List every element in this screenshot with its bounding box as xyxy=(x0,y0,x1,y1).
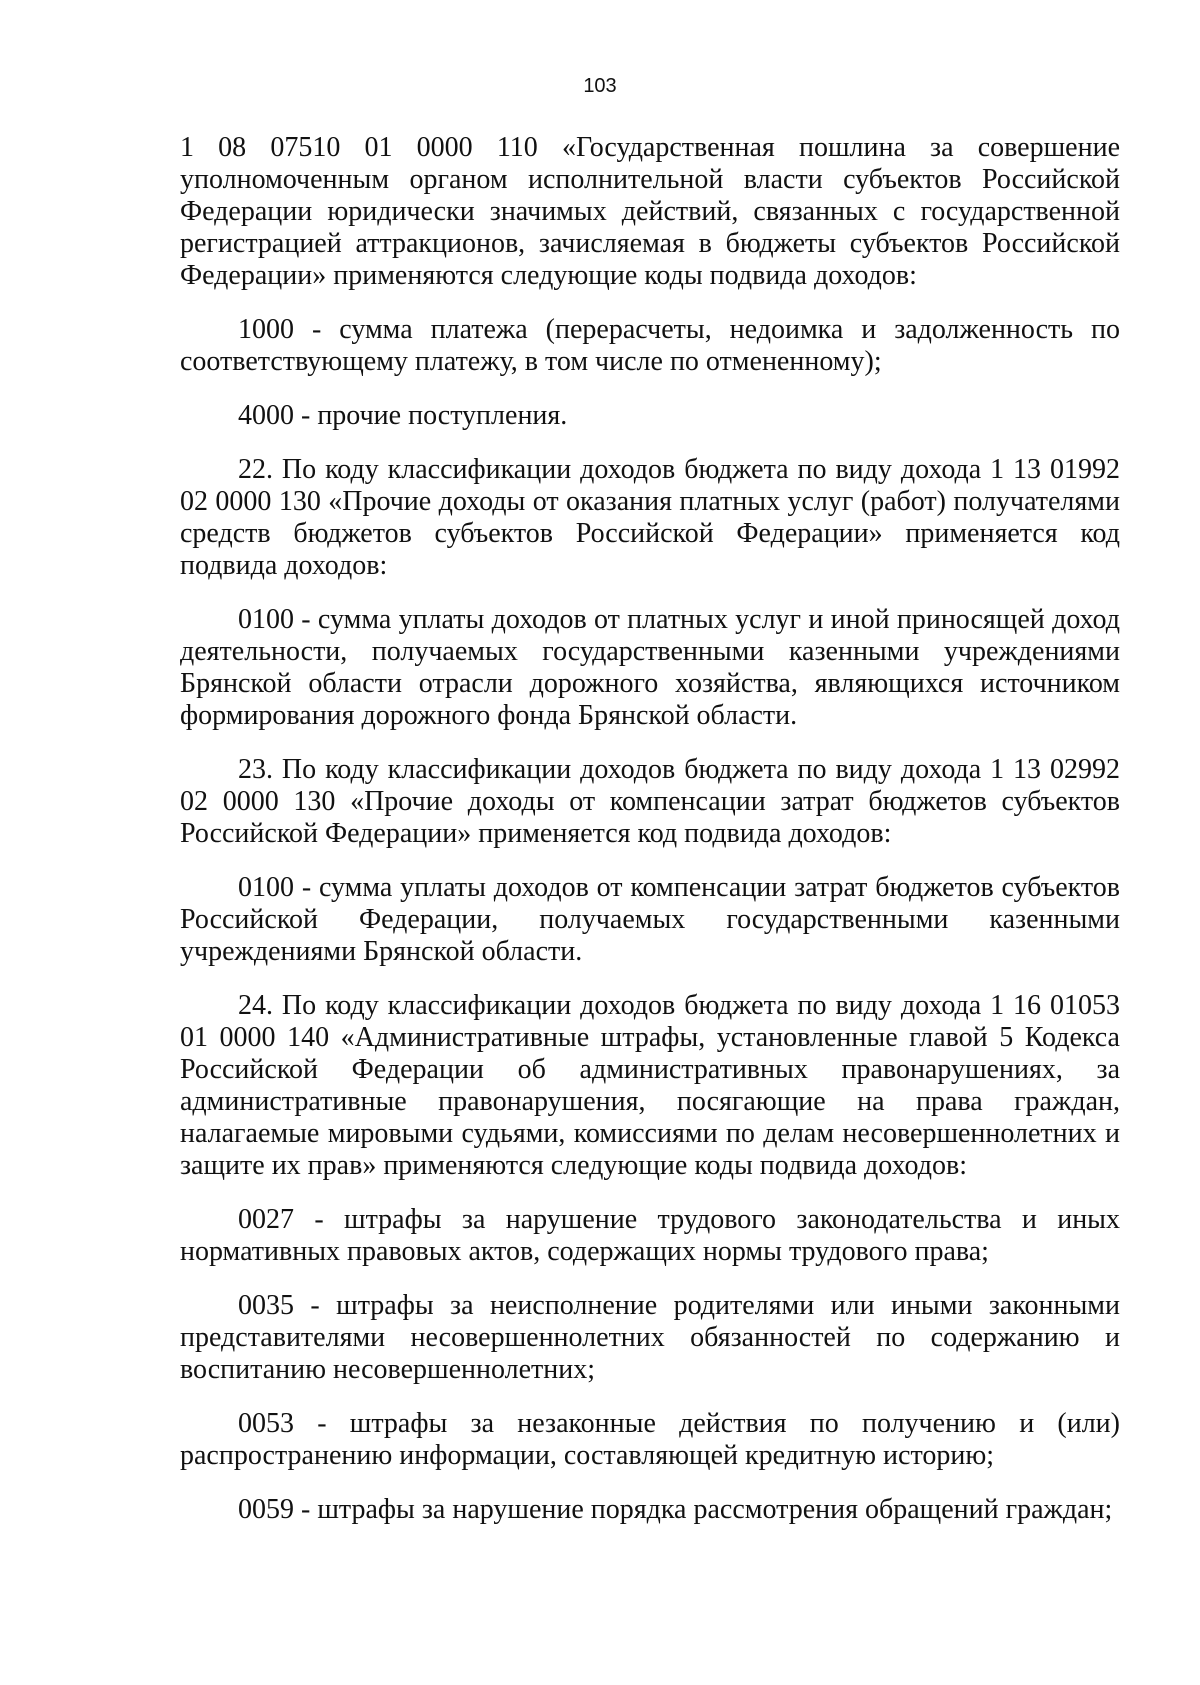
paragraph-6: 23. По коду классификации доходов бюджета по виду дохода 1 13 02992 02 0000 130 «Прочие доходы от компенсации затрат бюджетов субъектов Российской Федерации» применяется код подвида доходов: xyxy=(180,754,1120,849)
paragraph-5: 0100 - сумма уплаты доходов от платных услуг и иной приносящей доход деятельности, получаемых государственными казенными учреждениями Брянской области отрасли дорожного хозяйства, являющихся источником формирования дорожного фонда Брянской области. xyxy=(180,604,1120,731)
paragraph-12: 0059 - штрафы за нарушение порядка рассмотрения обращений граждан; xyxy=(238,1494,1113,1525)
paragraph-8: 24. По коду классификации доходов бюджета по виду дохода 1 16 01053 01 0000 140 «Административные штрафы, установленные главой 5 Кодекса Российской Федерации об административных правонарушениях, за административные правонарушения, посягающие на права граждан, налагаемые мировыми судьями, комиссиями по делам несовершеннолетних и защите их прав» применяются следующие коды подвида доходов: xyxy=(180,990,1120,1181)
paragraph-10: 0035 - штрафы за неисполнение родителями или иными законными представителями несовершеннолетних обязанностей по содержанию и воспитанию несовершеннолетних; xyxy=(180,1290,1120,1385)
paragraph-1: 1 08 07510 01 0000 110 «Государственная пошлина за совершение уполномоченным органом исполнительной власти субъектов Российской Федерации юридически значимых действий, связанных с государственной регистрацией аттракционов, зачисляемая в бюджеты субъектов Российской Федерации» применяются следующие коды подвида доходов: xyxy=(180,132,1120,291)
document-body xyxy=(180,132,1120,1548)
paragraph-3: 4000 - прочие поступления. xyxy=(238,400,568,431)
paragraph-7: 0100 - сумма уплаты доходов от компенсации затрат бюджетов субъектов Российской Федерации, получаемых государственными казенными учреждениями Брянской области. xyxy=(180,872,1120,967)
paragraph-11: 0053 - штрафы за незаконные действия по получению и (или) распространению информации, составляющей кредитную историю; xyxy=(180,1408,1120,1471)
page-number: 103 xyxy=(583,75,617,97)
paragraph-9: 0027 - штрафы за нарушение трудового законодательства и иных нормативных правовых актов, содержащих нормы трудового права; xyxy=(180,1204,1120,1267)
paragraph-4: 22. По коду классификации доходов бюджета по виду дохода 1 13 01992 02 0000 130 «Прочие доходы от оказания платных услуг (работ) получателями средств бюджетов субъектов Российской Федерации» применяется код подвида доходов: xyxy=(180,454,1120,581)
paragraph-2: 1000 - сумма платежа (перерасчеты, недоимка и задолженность по соответствующему платежу, в том числе по отмененному); xyxy=(180,314,1120,377)
